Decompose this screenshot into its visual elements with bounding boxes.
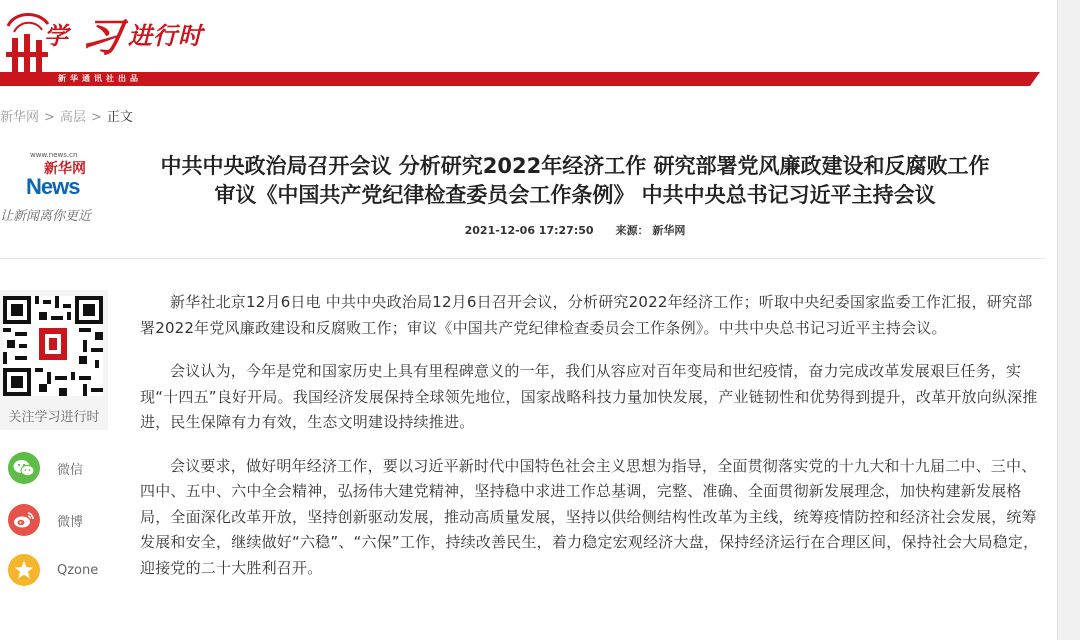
article-paragraph: 新华社北京12月6日电 中共中央政治局12月6日召开会议，分析研究2022年经济工作；听取中央纪委国家监委工作汇报，研究部署2022年党风廉政建设和反腐败工作；审议《中国共产党纪律检查委员会工作条例》。中共中央总书记习近平主持会议。 xyxy=(140,293,1033,337)
qr-code-icon xyxy=(3,296,103,396)
article-body xyxy=(140,290,1040,599)
news-logo-slogan: 让新闻离你更近 xyxy=(0,209,92,224)
article-meta xyxy=(120,222,1030,238)
share-qzone-button[interactable] xyxy=(8,552,98,588)
brand-highlight: 习 xyxy=(78,14,125,61)
weibo-icon xyxy=(8,504,40,536)
news-logo-cn: 新华网 xyxy=(44,161,86,177)
brand-prefix: 学 xyxy=(44,21,69,50)
breadcrumb-link-gaoceng[interactable]: 高层 xyxy=(59,110,86,125)
share-weibo-label: 微博 xyxy=(57,514,84,530)
news-logo-en: News xyxy=(26,174,80,199)
article-title xyxy=(120,152,1030,210)
article-title-line-1: 中共中央政治局召开会议 分析研究2022年经济工作 研究部署党风廉政建设和反腐败工作 xyxy=(160,154,990,178)
news-logo-url: www.news.cn xyxy=(30,151,78,159)
qr-card xyxy=(0,290,108,430)
breadcrumb-current: 正文 xyxy=(106,110,133,125)
publisher-line: 新华通讯社出品 xyxy=(58,74,142,83)
article-title-line-2: 审议《中国共产党纪律检查委员会工作条例》 中共中央总书记习近平主持会议 xyxy=(214,183,936,207)
wechat-icon xyxy=(8,452,40,484)
breadcrumb xyxy=(0,106,133,125)
header-divider xyxy=(0,258,1045,259)
share-weibo-button[interactable] xyxy=(8,502,83,538)
masthead xyxy=(0,0,1040,92)
article-source: 来源： 新华网 xyxy=(615,224,686,237)
share-qzone-label: Qzone xyxy=(57,562,99,578)
breadcrumb-separator: > xyxy=(90,110,102,125)
scrollbar-track[interactable] xyxy=(1057,0,1080,640)
qr-caption: 关注学习进行时 xyxy=(8,410,100,425)
article-paragraph: 会议要求，做好明年经济工作，要以习近平新时代中国特色社会主义思想为指导，全面贯彻落实党的十九大和十九届二中、三中、四中、五中、六中全会精神，弘扬伟大建党精神，坚持稳中求进工作总基调，完整、准确、全面贯彻新发展理念，加快构建新发展格局，全面深化改革开放，坚持创新驱动发展，推动高质量发展，坚持以供给侧结构性改革为主线，统筹疫情防控和经济社会发展，统筹发展和安全，继续做好“六稳”、“六保”工作，持续改善民生，着力稳定宏观经济大盘，保持经济运行在合理区间，保持社会大局稳定，迎接党的二十大胜利召开。 xyxy=(140,456,1039,577)
share-wechat-button[interactable] xyxy=(8,450,83,486)
masthead-red-rule xyxy=(0,72,1040,86)
breadcrumb-link-xinhua[interactable]: 新华网 xyxy=(0,110,40,125)
article-paragraph: 会议认为，今年是党和国家历史上具有里程碑意义的一年，我们从容应对百年变局和世纪疫情，奋力完成改革发展艰巨任务，实现“十四五”良好开局。我国经济发展保持全球领先地位，国家战略科技力量加快发展，产业链韧性和优势得到提升，改革开放向纵深推进，民生保障有力有效，生态文明建设持续推进。 xyxy=(140,362,1038,431)
brand-suffix: 进行时 xyxy=(128,21,203,50)
share-wechat-label: 微信 xyxy=(57,462,84,478)
qzone-icon xyxy=(8,554,40,586)
article-datetime: 2021-12-06 17:27:50 xyxy=(464,224,594,237)
breadcrumb-separator: > xyxy=(44,110,55,125)
